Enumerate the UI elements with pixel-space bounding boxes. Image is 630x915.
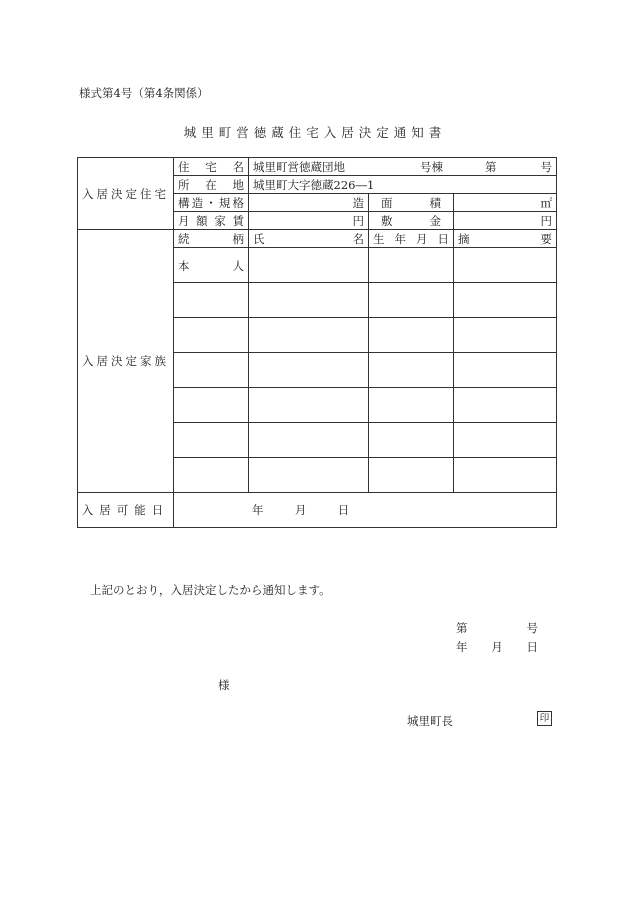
- note-header-you: 要: [540, 231, 553, 246]
- move-in-date: [174, 493, 557, 528]
- location-value: 城里町大字徳蔵226―1: [249, 176, 557, 194]
- name-header: [249, 230, 369, 248]
- family-cell: [369, 423, 454, 458]
- note-header-teki: 摘: [458, 231, 470, 246]
- family-cell: [454, 423, 557, 458]
- family-cell: [369, 353, 454, 388]
- document-title: 城里町営徳蔵住宅入居決定通知書: [183, 125, 447, 140]
- deposit-label: 敷金: [369, 212, 454, 230]
- name-header-mei: 名: [352, 231, 364, 246]
- family-cell: [249, 388, 369, 423]
- rent-unit: 円: [249, 212, 369, 230]
- notice-date-month: 月: [491, 640, 503, 654]
- issuer-mayor: 城里町長: [407, 714, 453, 728]
- family-cell: [454, 458, 557, 493]
- area-unit: ㎡: [454, 194, 557, 212]
- move-in-label: 入居可能日: [78, 493, 174, 528]
- housing-section-label: 入居決定住宅: [78, 158, 174, 230]
- room-go: 号: [540, 159, 553, 174]
- family-cell: [369, 283, 454, 318]
- notice-date-day: 日: [526, 640, 538, 654]
- family-cell: [369, 248, 454, 283]
- family-cell: [174, 458, 249, 493]
- notice-number-go: 号: [526, 621, 538, 635]
- family-section-label: 入居決定家族: [78, 230, 174, 493]
- structure-label: 構造・規格: [174, 194, 249, 212]
- name-header-shi: 氏: [253, 231, 265, 246]
- building-go-tou: 号棟: [420, 159, 444, 174]
- location-label: 所在地: [174, 176, 249, 194]
- move-in-month: 月: [294, 503, 307, 517]
- move-in-year: 年: [252, 503, 264, 517]
- housing-name-value: 城里町営徳蔵団地: [253, 159, 345, 174]
- family-cell: [249, 458, 369, 493]
- notice-date-year: 年: [456, 640, 468, 654]
- notice-body-text: 上記のとおり，入居決定したから通知します。: [90, 583, 331, 597]
- rent-label: 月額家賃: [174, 212, 249, 230]
- room-dai: 第: [485, 159, 497, 174]
- family-cell: [454, 353, 557, 388]
- family-cell: [369, 458, 454, 493]
- note-header: [454, 230, 557, 248]
- family-cell: [369, 388, 454, 423]
- deposit-unit: 円: [454, 212, 557, 230]
- family-cell: [454, 318, 557, 353]
- notice-number: [456, 620, 538, 636]
- family-cell: [249, 283, 369, 318]
- family-cell: [454, 248, 557, 283]
- family-cell: [454, 283, 557, 318]
- family-cell: [249, 318, 369, 353]
- family-cell: [174, 423, 249, 458]
- housing-name-cell: [249, 158, 557, 176]
- area-label: 面積: [369, 194, 454, 212]
- family-cell: [174, 283, 249, 318]
- addressee-suffix: 様: [218, 678, 230, 692]
- notice-table: [77, 157, 557, 528]
- family-cell: [174, 388, 249, 423]
- family-cell: [369, 318, 454, 353]
- family-cell: [249, 353, 369, 388]
- seal-mark: 印: [537, 711, 552, 726]
- move-in-day: 日: [337, 503, 350, 517]
- family-cell: [174, 318, 249, 353]
- family-cell: [249, 423, 369, 458]
- relation-header: 続柄: [174, 230, 249, 248]
- birthdate-header: 生年月日: [369, 230, 454, 248]
- notice-number-dai: 第: [456, 621, 468, 635]
- form-number: 様式第4号（第4条関係）: [79, 86, 209, 100]
- notice-date: [456, 639, 538, 655]
- family-cell: [454, 388, 557, 423]
- housing-name-label: 住宅名: [174, 158, 249, 176]
- structure-suffix: 造: [249, 194, 369, 212]
- family-cell: [174, 353, 249, 388]
- family-relation-self: 本人: [174, 248, 249, 283]
- family-cell: [249, 248, 369, 283]
